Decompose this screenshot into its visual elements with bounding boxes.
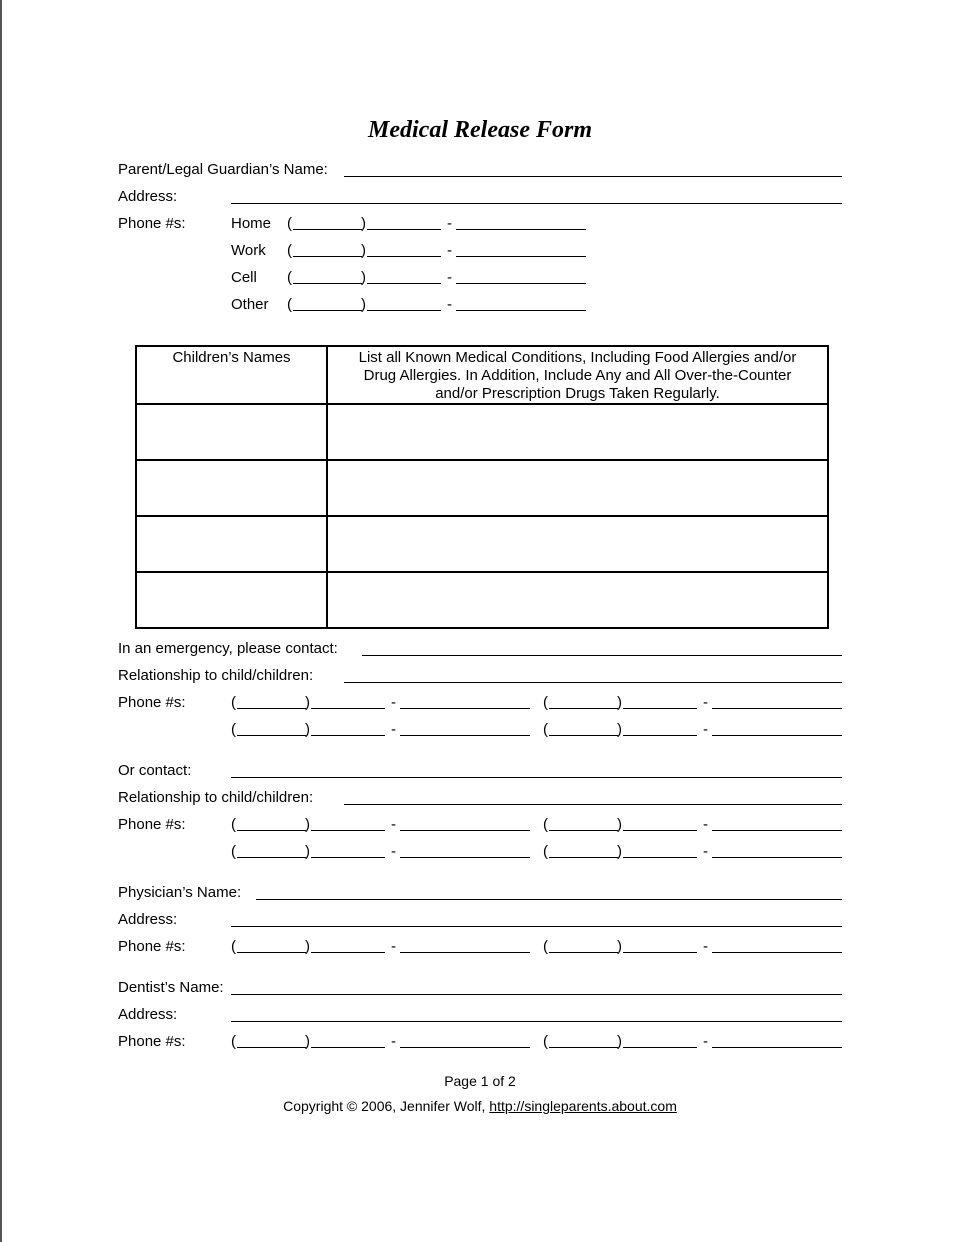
phone-open-paren: ( [231,721,236,738]
medical-conditions-cell[interactable] [327,404,828,460]
phone-close-paren: ) [305,816,310,833]
table-row [136,572,828,628]
exchange-blank [623,735,697,736]
phone-close-paren: ) [305,721,310,738]
phone-close-paren: ) [305,843,310,860]
children-medical-table [135,345,829,629]
area-code-blank [237,1047,306,1048]
phone-dash: - [447,215,452,232]
exchange-blank [367,229,441,230]
exchange-blank [623,952,697,953]
emergency-relationship-field[interactable] [344,682,842,683]
exchange-blank [367,283,441,284]
phone-open-paren: ( [543,938,548,955]
area-code-blank [237,708,306,709]
exchange-blank [311,830,385,831]
phone-dash: - [703,1033,708,1050]
copyright-link[interactable]: http://singleparents.about.com [489,1098,677,1114]
phone-open-paren: ( [231,843,236,860]
phone-dash: - [391,816,396,833]
area-code-blank [549,830,618,831]
phone-dash: - [391,938,396,955]
phone-close-paren: ) [617,816,622,833]
physician-name-label: Physician’s Name: [118,884,242,901]
children-names-header: Children’s Names [136,346,327,404]
exchange-blank [311,952,385,953]
line-number-blank [400,1047,530,1048]
guardian-name-label: Parent/Legal Guardian’s Name: [118,161,328,178]
line-number-blank [400,952,530,953]
phone-dash: - [703,938,708,955]
phone-type-other: Other [231,296,269,313]
area-code-blank [293,229,362,230]
area-code-blank [293,256,362,257]
line-number-blank [456,256,586,257]
area-code-blank [237,952,306,953]
child-name-cell[interactable] [136,404,327,460]
guardian-address-field[interactable] [231,203,842,204]
phone-open-paren: ( [287,242,292,259]
medical-conditions-header-text: List all Known Medical Conditions, Including Food Allergies and/or Drug Allergies. In Addition, Include Any and All Over-the-Counter and/or Prescription Drugs Taken Regularly. [358,349,797,402]
physician-name-field[interactable] [256,899,842,900]
medical-conditions-header [327,346,828,404]
phone-close-paren: ) [361,269,366,286]
page-edge [0,0,2,1242]
line-number-blank [400,708,530,709]
phone-open-paren: ( [231,694,236,711]
table-row [136,460,828,516]
line-number-blank [712,830,842,831]
area-code-blank [549,735,618,736]
dentist-phone-label: Phone #s: [118,1033,186,1050]
exchange-blank [311,735,385,736]
table-header-row [136,346,828,404]
dentist-address-field[interactable] [231,1021,842,1022]
exchange-blank [311,1047,385,1048]
exchange-blank [367,310,441,311]
exchange-blank [623,1047,697,1048]
phone-close-paren: ) [617,938,622,955]
phone-dash: - [703,843,708,860]
phone-dash: - [447,242,452,259]
phone-open-paren: ( [287,296,292,313]
line-number-blank [400,857,530,858]
exchange-blank [311,857,385,858]
exchange-blank [367,256,441,257]
area-code-blank [549,952,618,953]
copyright-text: Copyright © 2006, Jennifer Wolf, [283,1098,490,1114]
phone-open-paren: ( [231,1033,236,1050]
area-code-blank [549,708,618,709]
physician-address-field[interactable] [231,926,842,927]
physician-phone-label: Phone #s: [118,938,186,955]
line-number-blank [456,310,586,311]
phone-dash: - [703,694,708,711]
phone-open-paren: ( [287,269,292,286]
area-code-blank [549,1047,618,1048]
phone-open-paren: ( [543,694,548,711]
phone-dash: - [391,721,396,738]
phone-dash: - [391,843,396,860]
phone-open-paren: ( [287,215,292,232]
dentist-name-field[interactable] [231,994,842,995]
phone-close-paren: ) [361,215,366,232]
phone-open-paren: ( [543,816,548,833]
phone-open-paren: ( [231,938,236,955]
phone-dash: - [703,721,708,738]
line-number-blank [456,229,586,230]
child-name-cell[interactable] [136,516,327,572]
phone-close-paren: ) [361,242,366,259]
phone-close-paren: ) [305,938,310,955]
exchange-blank [623,830,697,831]
phone-close-paren: ) [617,694,622,711]
table-row [136,404,828,460]
area-code-blank [237,830,306,831]
copyright-line [0,1098,960,1114]
area-code-blank [293,283,362,284]
area-code-blank [293,310,362,311]
exchange-blank [311,708,385,709]
phone-dash: - [391,1033,396,1050]
line-number-blank [400,830,530,831]
line-number-blank [712,857,842,858]
child-name-cell[interactable] [136,572,327,628]
medical-conditions-cell[interactable] [327,572,828,628]
other-relationship-field[interactable] [344,804,842,805]
exchange-blank [623,857,697,858]
other-contact-field[interactable] [231,777,842,778]
medical-conditions-cell[interactable] [327,460,828,516]
guardian-name-field[interactable] [344,176,842,177]
emergency-contact-label: In an emergency, please contact: [118,640,338,657]
emergency-contact-field[interactable] [362,655,842,656]
other-contact-label: Or contact: [118,762,192,779]
phone-type-cell: Cell [231,269,257,286]
line-number-blank [712,1047,842,1048]
line-number-blank [712,708,842,709]
line-number-blank [400,735,530,736]
dentist-name-label: Dentist’s Name: [118,979,224,996]
area-code-blank [237,857,306,858]
page-title: Medical Release Form [368,117,592,143]
child-name-cell[interactable] [136,460,327,516]
emergency-relationship-label: Relationship to child/children: [118,667,314,684]
phone-open-paren: ( [231,816,236,833]
page-number: Page 1 of 2 [444,1073,516,1089]
phone-close-paren: ) [617,721,622,738]
area-code-blank [549,857,618,858]
table-row [136,516,828,572]
phone-open-paren: ( [543,1033,548,1050]
phone-close-paren: ) [305,694,310,711]
other-phone-label: Phone #s: [118,816,186,833]
line-number-blank [456,283,586,284]
phone-close-paren: ) [617,1033,622,1050]
dentist-address-label: Address: [118,1006,178,1023]
guardian-address-label: Address: [118,188,178,205]
exchange-blank [623,708,697,709]
line-number-blank [712,952,842,953]
area-code-blank [237,735,306,736]
phone-type-work: Work [231,242,266,259]
phone-open-paren: ( [543,721,548,738]
phone-close-paren: ) [361,296,366,313]
phone-dash: - [447,296,452,313]
other-relationship-label: Relationship to child/children: [118,789,314,806]
phone-dash: - [391,694,396,711]
line-number-blank [712,735,842,736]
phone-close-paren: ) [617,843,622,860]
phone-dash: - [703,816,708,833]
phone-close-paren: ) [305,1033,310,1050]
medical-conditions-cell[interactable] [327,516,828,572]
phone-open-paren: ( [543,843,548,860]
phone-dash: - [447,269,452,286]
emergency-phone-label: Phone #s: [118,694,186,711]
phone-type-home: Home [231,215,272,232]
physician-address-label: Address: [118,911,178,928]
guardian-phone-label: Phone #s: [118,215,186,232]
